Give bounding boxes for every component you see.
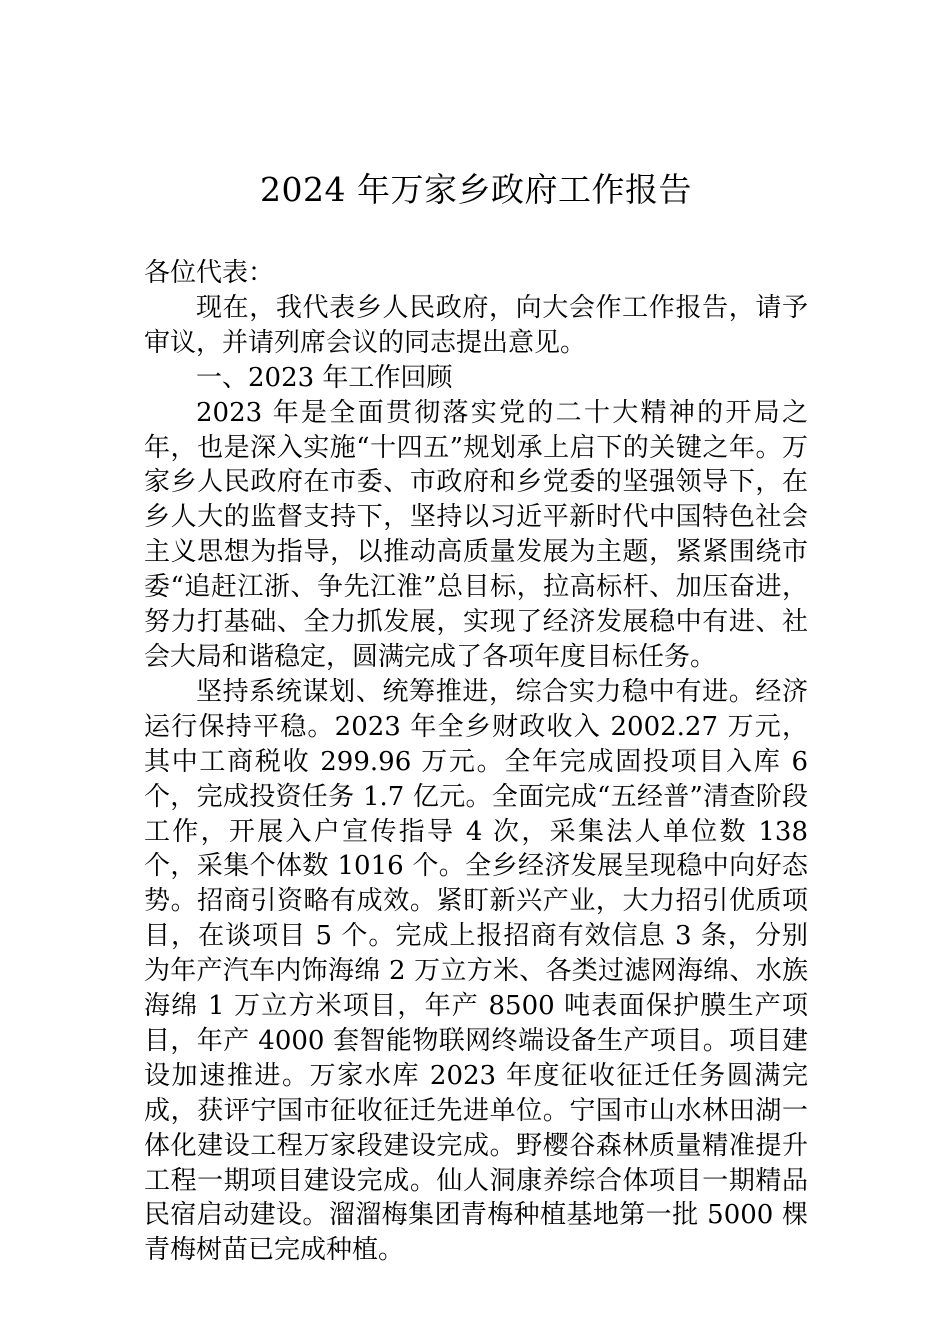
economy-paragraph: 坚持系统谋划、统筹推进，综合实力稳中有进。经济运行保持平稳。2023 年全乡财政收入 2002.27 万元，其中工商税收 299.96 万元。全年完成固投项目入库 6 个，完成投资任务 1.7 亿元。全面完成“五经普”清查阶段工作，开展入户宣传指导 4 次，采集法人单位数 138 个，采集个体数 1016 个。全乡经济发展呈现稳中向好态势。招商引资略有成效。紧盯新兴产业，大力招引优质项目，在谈项目 5 个。完成上报招商有效信息 3 条，分别为年产汽车内饰海绵 2 万立方米、各类过滤网海绵、水族海绵 1 万立方米项目，年产 8500 吨表面保护膜生产项目，年产 4000 套智能物联网终端设备生产项目。项目建设加速推进。万家水库 2023 年度征收征迁任务圆满完成，获评宁国市征收征迁先进单位。宁国市山水林田湖一体化建设工程万家段建设完成。野樱谷森林质量精准提升工程一期项目建设完成。仙人洞康养综合体项目一期精品民宿启动建设。溜溜梅集团青梅种植基地第一批 5000 棵青梅树苗已完成种植。: [144, 676, 808, 1266]
opening-paragraph: 现在，我代表乡人民政府，向大会作工作报告，请予审议，并请列席会议的同志提出意见。: [144, 292, 808, 358]
review-paragraph: 2023 年是全面贯彻落实党的二十大精神的开局之年，也是深入实施“十四五”规划承上启下的关键之年。万家乡人民政府在市委、市政府和乡党委的坚强领导下，在乡人大的监督支持下，坚持以习近平新时代中国特色社会主义思想为指导，以推动高质量发展为主题，紧紧围绕市委“追赶江浙、争先江淮”总目标，拉高标杆、加压奋进，努力打基础、全力抓发展，实现了经济发展稳中有进、社会大局和谐稳定，圆满完成了各项年度目标任务。: [144, 397, 808, 672]
document-title: 2024 年万家乡政府工作报告: [260, 170, 692, 209]
document-body: [144, 256, 808, 1268]
salutation: 各位代表：: [144, 258, 275, 288]
section-heading: 一、2023 年工作回顾: [196, 362, 453, 393]
